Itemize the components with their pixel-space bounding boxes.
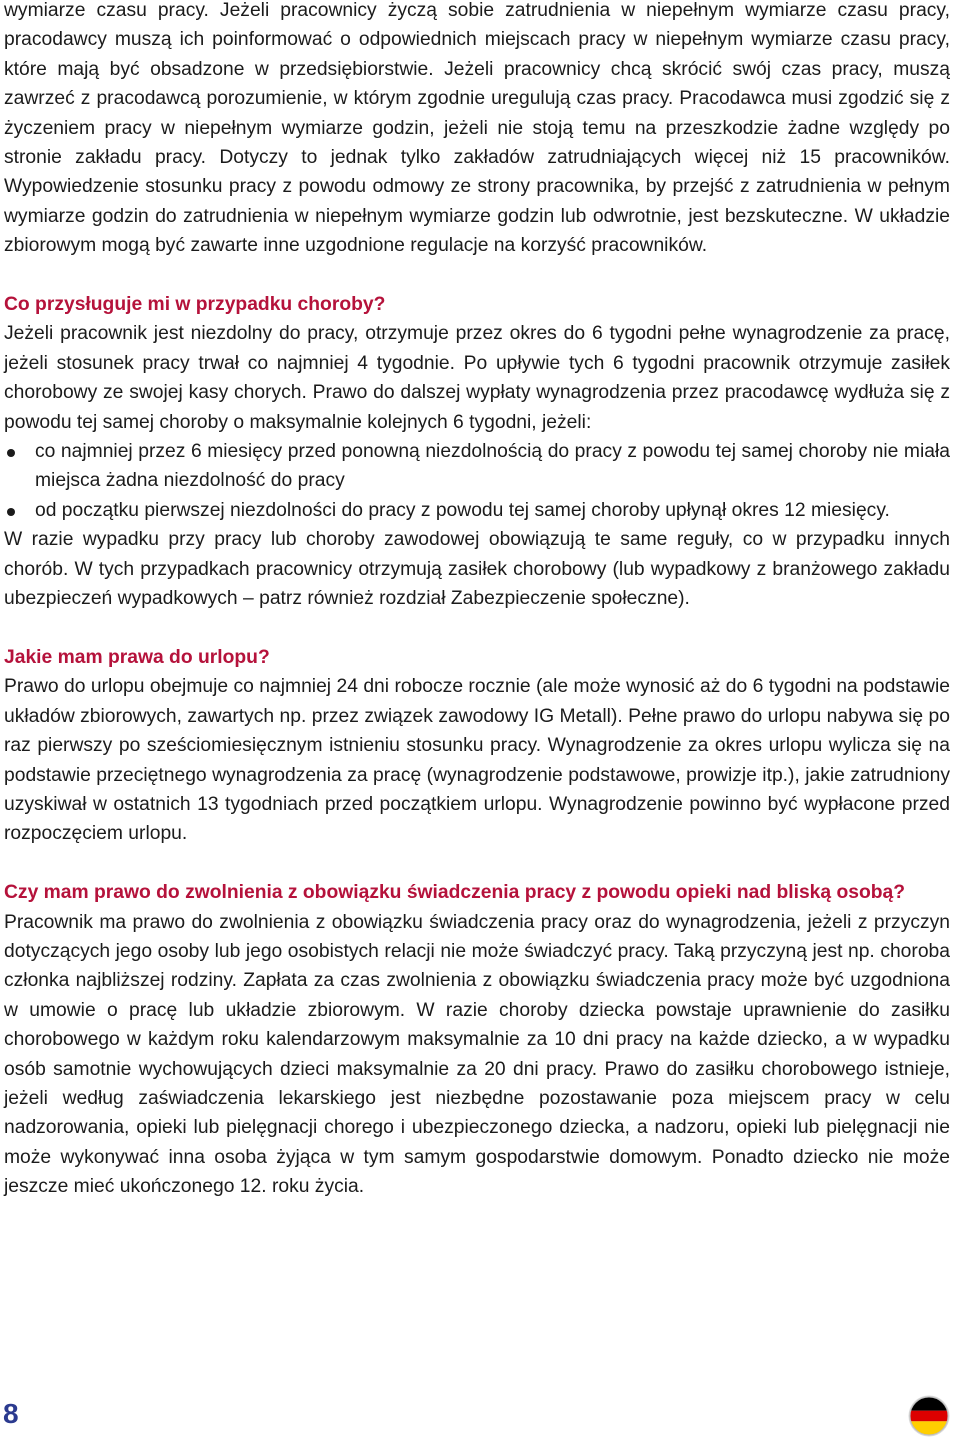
page-number: 8: [3, 1398, 19, 1429]
document-page: [4, 0, 950, 1202]
bullet-icon: [7, 508, 15, 516]
vacation-paragraph: Prawo do urlopu obejmuje co najmniej 24 dni robocze rocznie (ale może wynosić aż do 6 tygodni na podstawie układów zbiorowych, zawartych np. przez związek zawodowy IG Metall). Pełne prawo do urlopu nabywa się po raz pierwszy po sześciomiesięcznym istnieniu stosunku pracy. Wynagrodzenie za okres urlopu wylicza się na podstawie przeciętnego wynagrodzenia za pracę (wynagrodzenie podstawowe, prowizje itp.), jakie zatrudniony uzyskiwał w ostatnich 13 tygodniach przed początkiem urlopu. Wynagrodzenie powinno być wypłacone przed rozpoczęciem urlopu.: [4, 676, 950, 845]
list-item-text: co najmniej przez 6 miesięcy przed ponowną niezdolnością do pracy z powodu tej samej choroby nie miała miejsca żadna niezdolność do pracy: [35, 441, 950, 492]
care-leave-paragraph: Pracownik ma prawo do zwolnienia z obowiązku świadczenia pracy oraz do wynagrodzenia, jeżeli z przyczyn dotyczących jego osoby lub jego osobistych relacji nie może świadczyć pracy. Taką przyczyną jest np. choroba członka najbliższej rodziny. Zapłata za czas zwolnienia z obowiązku świadczenia pracy może być uzgodniona w umowie o pracę lub układzie zbiorowym. W razie choroby dziecka powstaje uprawnienie do zasiłku chorobowego w każdym roku kalendarzowym maksymalnie za 10 dni pracy na każde dziecko, a w wypadku osób samotnie wychowujących dzieci maksymalnie za 20 dni pracy. Prawo do zasiłku chorobowego istnieje, jeżeli według zaświadczenia lekarskiego jest niezbędne pozostawanie poza miejscem pracy w celu nadzorowania, opieki lub pielęgnacji chorego i ubezpieczonego dziecka, a nadzoru, opieki lub pielęgnacji nie może wykonywać inna osoba żyjąca w tym samym gospodarstwie domowym. Ponadto dziecko nie może jeszcze mieć ukończonego 12. roku życia.: [4, 911, 950, 1198]
section-heading-care-leave: Czy mam prawo do zwolnienia z obowiązku świadczenia pracy z powodu opieki nad bliską osobą?: [4, 882, 906, 904]
accident-paragraph: W razie wypadku przy pracy lub choroby zawodowej obowiązują te same reguły, co w przypadku innych chorób. W tych przypadkach pracownicy otrzymują zasiłek chorobowy (lub wypadkowy z branżowego zakładu ubezpieczeń wypadkowych – patrz również rozdział Zabezpieczenie społeczne).: [4, 529, 950, 610]
intro-paragraph: wymiarze czasu pracy. Jeżeli pracownicy życzą sobie zatrudnienia w niepełnym wymiarze czasu pracy, pracodawcy muszą ich poinformować o odpowiednich miejscach pracy w niepełnym wymiarze czasu pracy, które mają być obsadzone w przedsiębiorstwie. Jeżeli pracownicy chcą skrócić swój czas pracy, muszą zawrzeć z pracodawcą porozumienie, w którym zgodnie uregulują czas pracy. Pracodawca musi zgodzić się z życzeniem pracy w niepełnym wymiarze godzin, jeżeli nie stoją temu na przeszkodzie żadne względy po stronie zakładu pracy. Dotyczy to jednak tylko zakładów zatrudniających więcej niż 15 pracowników. Wypowiedzenie stosunku pracy z powodu odmowy ze strony pracownika, by przejść z zatrudnienia w pełnym wymiarze godzin do zatrudnienia w niepełnym wymiarze godzin lub odwrotnie, jest bezskuteczne. W układzie zbiorowym mogą być zawarte inne uzgodnione regulacje na korzyść pracowników.: [4, 0, 950, 257]
sickness-paragraph: Jeżeli pracownik jest niezdolny do pracy, otrzymuje przez okres do 6 tygodni pełne wynagrodzenie za pracę, jeżeli stosunek pracy trwał co najmniej 4 tygodnie. Po upływie tych 6 tygodni pracownik otrzymuje zasiłek chorobowy ze swojej kasy chorych. Prawo do dalszej wypłaty wynagrodzenia przez pracodawcę wydłuża się z powodu tej samej choroby o maksymalnie kolejnych 6 tygodni, jeżeli:: [4, 323, 950, 433]
flag-stripe-red: [908, 1411, 950, 1422]
list-item: [4, 496, 950, 525]
section-heading-sickness: Co przysługuje mi w przypadku choroby?: [4, 294, 386, 316]
section-heading-vacation: Jakie mam prawa do urlopu?: [4, 646, 270, 668]
list-item: [4, 437, 950, 496]
germany-flag-icon: [908, 1395, 950, 1437]
bullet-icon: [7, 449, 15, 457]
spacer: [4, 849, 950, 878]
spacer: [4, 261, 950, 290]
sickness-conditions-list: [4, 437, 950, 525]
list-item-text: od początku pierwszej niezdolności do pracy z powodu tej samej choroby upłynął okres 12 miesięcy.: [35, 499, 890, 521]
spacer: [4, 614, 950, 643]
